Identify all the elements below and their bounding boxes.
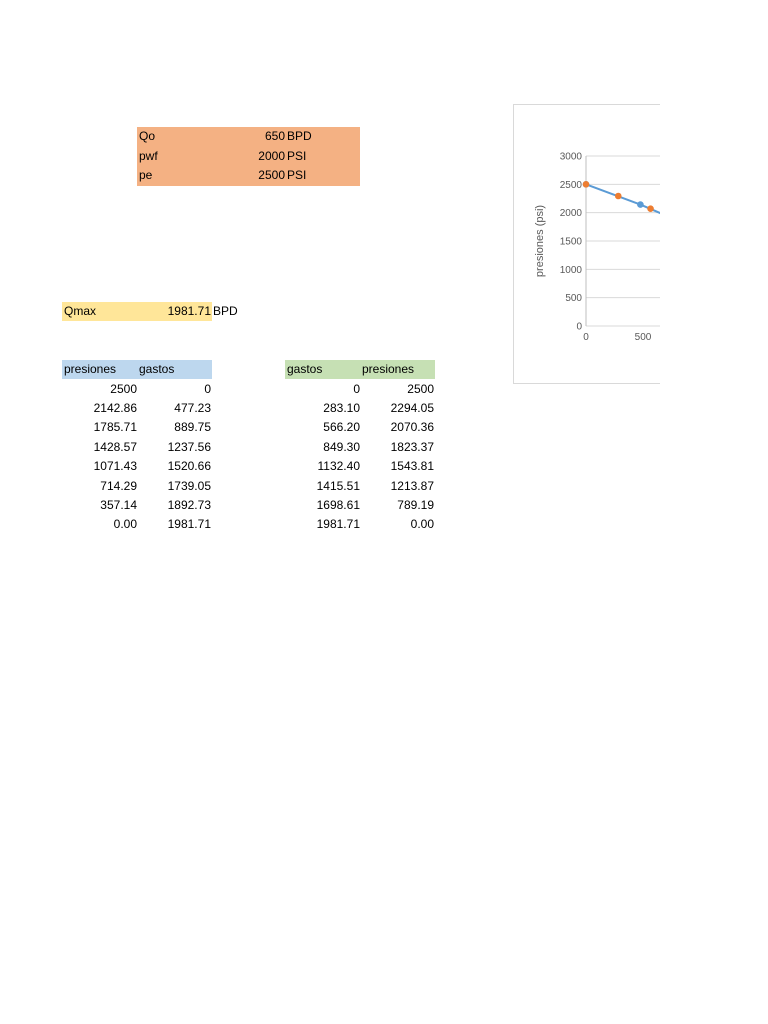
table1-cell[interactable]: 889.75 [174, 420, 211, 434]
qmax-unit[interactable]: BPD [213, 304, 238, 318]
table2-cell[interactable]: 1981.71 [316, 517, 360, 531]
table1-cell[interactable]: 1520.66 [167, 459, 211, 473]
table2-header-presiones[interactable]: presiones [362, 362, 415, 376]
input-unit-qo[interactable]: BPD [287, 129, 312, 143]
input-value-pwf[interactable]: 2000 [258, 149, 285, 163]
table2-cell[interactable]: 789.19 [397, 498, 434, 512]
x-tick-label: 0 [583, 332, 589, 343]
table2-cell[interactable]: 2294.05 [390, 401, 434, 415]
input-label-pwf[interactable]: pwf [139, 149, 158, 163]
table2-cell[interactable]: 566.20 [323, 420, 360, 434]
table2-cell[interactable]: 1698.61 [316, 498, 360, 512]
table2-header-gastos[interactable]: gastos [287, 362, 323, 376]
table2-cell[interactable]: 1415.51 [316, 479, 360, 493]
table1-header-presiones[interactable]: presiones [64, 362, 117, 376]
input-value-pe[interactable]: 2500 [258, 168, 285, 182]
series-0-point[interactable] [637, 201, 644, 208]
table1-cell[interactable]: 357.14 [100, 498, 137, 512]
table2-cell[interactable]: 2070.36 [390, 420, 434, 434]
table1-cell[interactable]: 1981.71 [167, 517, 211, 531]
table1-header-gastos[interactable]: gastos [139, 362, 175, 376]
table2-cell[interactable]: 849.30 [323, 440, 360, 454]
y-tick-label: 1500 [559, 236, 582, 248]
chart-gridlines [586, 156, 660, 326]
table2-cell[interactable]: 1213.87 [390, 479, 434, 493]
chart-series [583, 181, 660, 329]
series-line-0 [586, 184, 660, 326]
input-value-qo[interactable]: 650 [264, 129, 285, 143]
input-label-pe[interactable]: pe [139, 168, 153, 182]
input-unit-pwf[interactable]: PSI [287, 149, 307, 163]
series-1-point[interactable] [583, 181, 590, 188]
table2-cell[interactable]: 0.00 [410, 517, 434, 531]
table1-cell[interactable]: 0 [204, 382, 211, 396]
qmax-label[interactable]: Qmax [64, 304, 97, 318]
y-axis-title: presiones (psi) [534, 204, 546, 278]
table1-cell[interactable]: 1071.43 [93, 459, 137, 473]
table1-cell[interactable]: 714.29 [100, 479, 137, 493]
x-tick-label: 500 [634, 332, 652, 343]
table1-cell[interactable]: 1785.71 [93, 420, 137, 434]
qmax-value[interactable]: 1981.71 [167, 304, 211, 318]
table2-cell[interactable]: 2500 [407, 382, 434, 396]
input-unit-pe[interactable]: PSI [287, 168, 307, 182]
table1-cell[interactable]: 2500 [110, 382, 137, 396]
y-tick-label: 1000 [559, 264, 582, 276]
table2-cell[interactable]: 0 [353, 382, 360, 396]
y-tick-label: 0 [576, 321, 582, 333]
table1-cell[interactable]: 1428.57 [93, 440, 137, 454]
table2-cell[interactable]: 1132.40 [317, 459, 360, 473]
input-label-qo[interactable]: Qo [139, 129, 156, 143]
y-tick-label: 2500 [559, 179, 582, 191]
table1-cell[interactable]: 1892.73 [167, 498, 211, 512]
series-1-point[interactable] [647, 205, 654, 212]
y-tick-label: 3000 [559, 151, 582, 163]
y-tick-label: 2000 [559, 208, 582, 220]
ipr-chart-svg [514, 105, 660, 383]
chart-labels [534, 152, 652, 344]
table2-cell[interactable]: 1543.81 [390, 459, 434, 473]
y-tick-label: 500 [565, 293, 582, 305]
table2-cell[interactable]: 283.10 [323, 401, 360, 415]
table1-cell[interactable]: 1739.05 [167, 479, 211, 493]
table2-cell[interactable]: 1823.37 [390, 440, 434, 454]
table1-cell[interactable]: 2142.86 [93, 401, 137, 415]
table1-cell[interactable]: 0.00 [113, 517, 137, 531]
table1-cell[interactable]: 477.23 [174, 401, 211, 415]
series-1-point[interactable] [615, 193, 622, 200]
ipr-chart[interactable] [513, 104, 660, 384]
table1-cell[interactable]: 1237.56 [167, 440, 211, 454]
